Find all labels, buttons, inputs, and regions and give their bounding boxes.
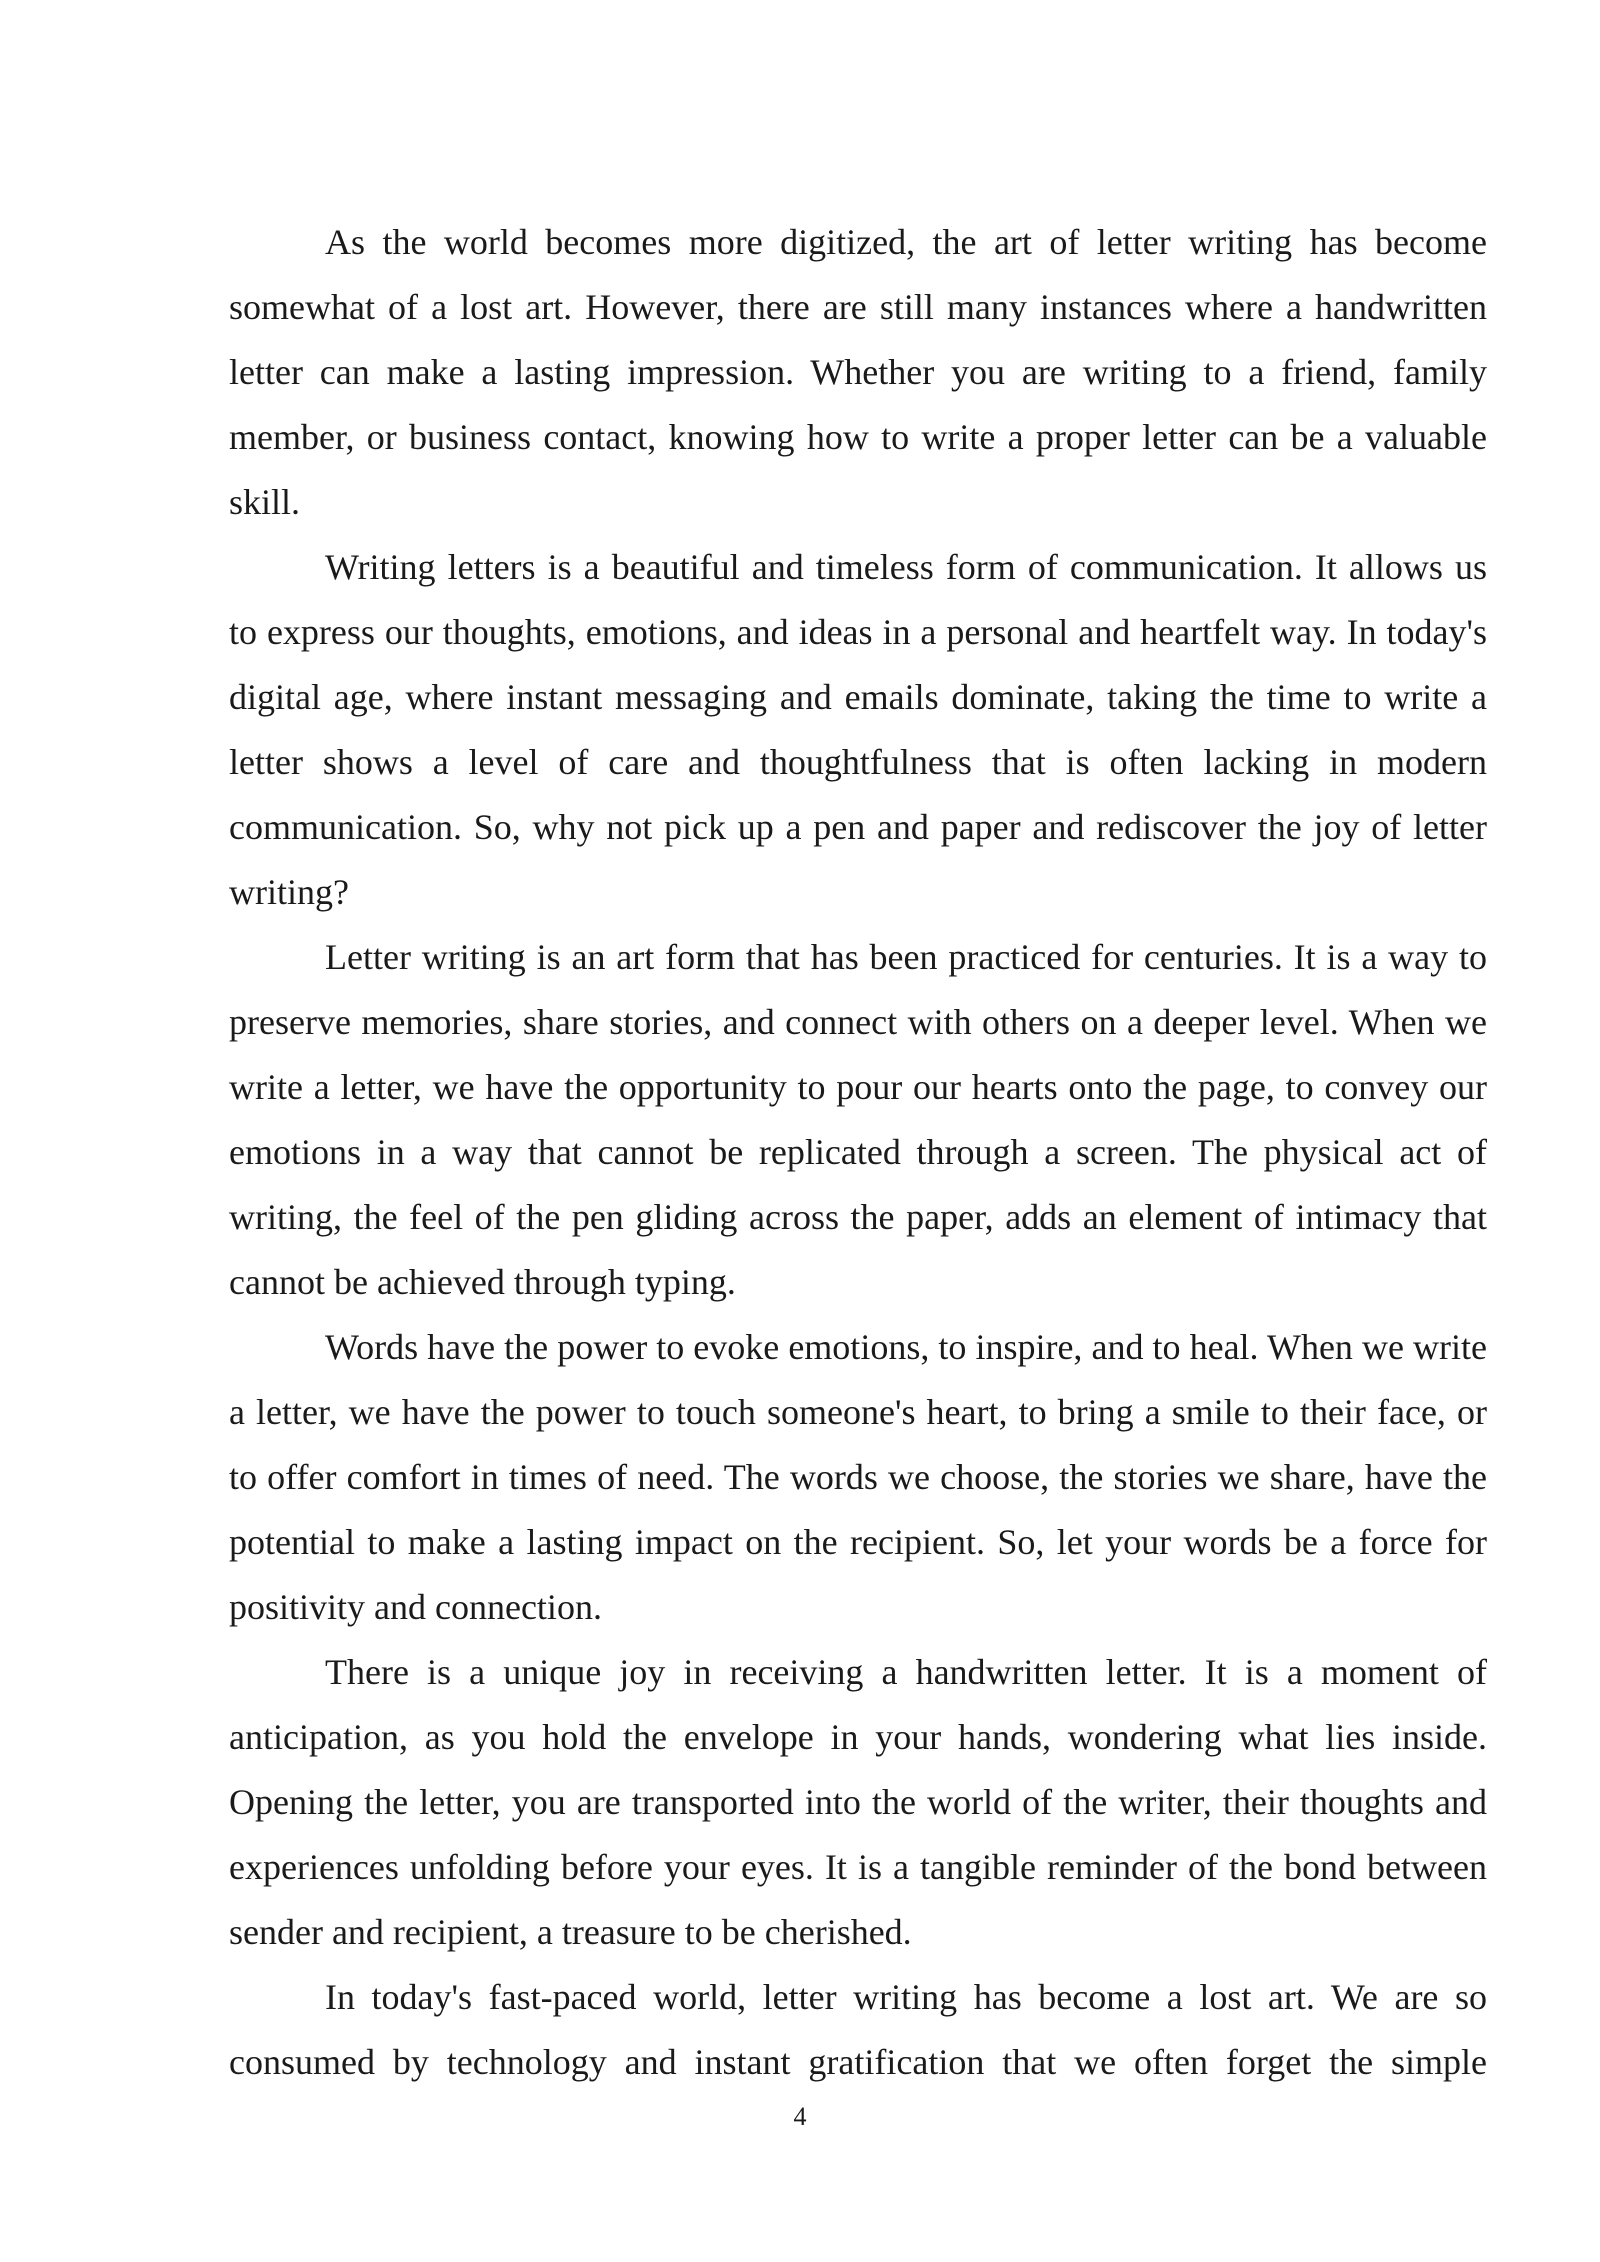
- body-text: [229, 210, 1487, 2095]
- paragraph-3: Letter writing is an art form that has been practiced for centuries. It is a way to preserve memories, share stories, and connect with others on a deeper level. When we write a letter, we have the opportunity to pour our hearts onto the page, to convey our emotions in a way that cannot be replicated through a screen. The physical act of writing, the feel of the pen gliding across the paper, adds an element of intimacy that cannot be achieved through typing.: [229, 937, 1487, 1302]
- paragraph-4: Words have the power to evoke emotions, to inspire, and to heal. When we write a letter, we have the power to touch someone's heart, to bring a smile to their face, or to offer comfort in times of need. The words we choose, the stories we share, have the potential to make a lasting impact on the recipient. So, let your words be a force for positivity and connection.: [229, 1327, 1487, 1627]
- paragraph-6: In today's fast-paced world, letter writing has become a lost art. We are so consumed by technology and instant gratification that we often forget the simple: [229, 1977, 1487, 2082]
- paragraph-2: Writing letters is a beautiful and timeless form of communication. It allows us to express our thoughts, emotions, and ideas in a personal and heartfelt way. In today's digital age, where instant messaging and emails dominate, taking the time to write a letter shows a level of care and thoughtfulness that is often lacking in modern communication. So, why not pick up a pen and paper and rediscover the joy of letter writing?: [229, 547, 1487, 912]
- page-number: 4: [793, 2102, 807, 2131]
- paragraph-5: There is a unique joy in receiving a handwritten letter. It is a moment of anticipation, as you hold the envelope in your hands, wondering what lies inside. Opening the letter, you are transported into the world of the writer, their thoughts and experiences unfolding before your eyes. It is a tangible reminder of the bond between sender and recipient, a treasure to be cherished.: [229, 1652, 1487, 1952]
- paragraph-1: As the world becomes more digitized, the art of letter writing has become somewhat of a lost art. However, there are still many instances where a handwritten letter can make a lasting impression. Whether you are writing to a friend, family member, or business contact, knowing how to write a proper letter can be a valuable skill.: [229, 222, 1487, 522]
